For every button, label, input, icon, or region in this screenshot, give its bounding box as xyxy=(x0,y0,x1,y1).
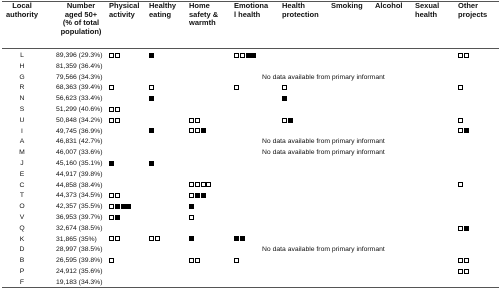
header-rule xyxy=(2,48,499,49)
table-row xyxy=(0,267,501,276)
header-line: aged 50+ xyxy=(64,9,98,19)
open-square-icon xyxy=(464,258,469,263)
table-row xyxy=(0,181,501,190)
header-line: projects xyxy=(458,9,488,19)
header-line: safety & xyxy=(189,9,219,19)
population-cell: 89,396 (29.3%) xyxy=(56,52,103,59)
population-cell: 44,917 (39.8%) xyxy=(56,170,103,178)
filled-square-icon xyxy=(201,193,206,198)
filled-square-icon xyxy=(240,236,245,241)
authority-cell: D xyxy=(19,246,25,254)
open-square-icon xyxy=(464,53,469,58)
squares-healthy xyxy=(149,127,155,136)
no-data-note: No data available from primary informant xyxy=(262,149,385,157)
open-square-icon xyxy=(109,204,114,209)
open-square-icon xyxy=(149,236,154,241)
filled-square-icon xyxy=(201,128,206,133)
authority-cell: S xyxy=(19,106,25,113)
open-square-icon xyxy=(458,53,463,58)
authority-cell: O xyxy=(19,203,25,211)
squares-healthy xyxy=(149,94,155,103)
authority-cell: G xyxy=(19,73,25,81)
squares-other xyxy=(458,256,470,265)
table-row xyxy=(0,224,501,233)
header-home xyxy=(189,2,225,28)
squares-physical xyxy=(109,51,121,60)
header-line: activity xyxy=(109,9,135,19)
authority-cell: Q xyxy=(19,224,25,232)
table-row xyxy=(0,51,501,60)
open-square-icon xyxy=(201,182,206,187)
table-row xyxy=(0,83,501,92)
open-square-icon xyxy=(195,258,200,263)
header-line: Other xyxy=(458,1,479,10)
filled-square-icon xyxy=(234,236,239,241)
authority-cell: F xyxy=(19,278,25,286)
population-cell: 81,359 (36.4%) xyxy=(56,62,103,70)
header-line: warmth xyxy=(189,18,216,27)
table-row xyxy=(0,278,501,287)
open-square-icon xyxy=(458,258,463,263)
header-line: population) xyxy=(60,26,102,36)
open-square-icon xyxy=(234,258,239,263)
squares-physical xyxy=(109,213,121,222)
table-row xyxy=(0,202,501,211)
filled-square-icon xyxy=(149,161,154,166)
filled-square-icon xyxy=(121,204,126,209)
squares-other xyxy=(458,127,470,136)
authority-cell: I xyxy=(21,127,23,135)
table-row xyxy=(0,137,501,146)
authority-cell: A xyxy=(19,138,25,146)
squares-home xyxy=(189,202,195,211)
open-square-icon xyxy=(109,118,114,123)
population-cell: 42,357 (35.5%) xyxy=(56,203,103,211)
table-row xyxy=(0,235,501,244)
squares-other xyxy=(458,83,464,92)
open-square-icon xyxy=(240,53,245,58)
population-cell: 68,363 (39.4%) xyxy=(56,84,103,92)
header-line: Smoking xyxy=(331,1,363,10)
squares-emotional xyxy=(234,235,246,244)
population-cell: 51,299 (40.6%) xyxy=(56,106,103,113)
squares-healthy xyxy=(149,51,155,60)
squares-health-protection xyxy=(282,83,288,92)
header-line: Local xyxy=(12,1,32,10)
open-square-icon xyxy=(115,236,120,241)
table-row xyxy=(0,159,501,168)
filled-square-icon xyxy=(464,226,469,231)
squares-home xyxy=(189,191,206,200)
table-row xyxy=(0,116,501,125)
header-line: protection xyxy=(282,9,319,19)
header-emotional xyxy=(234,2,268,19)
header-smoking xyxy=(331,2,367,11)
open-square-icon xyxy=(109,258,114,263)
squares-home xyxy=(189,235,195,244)
squares-other xyxy=(458,224,470,233)
no-data-note: No data available from primary informant xyxy=(262,138,385,146)
squares-physical xyxy=(109,105,121,114)
open-square-icon xyxy=(189,193,194,198)
table-row xyxy=(0,73,501,82)
open-square-icon xyxy=(458,182,463,187)
squares-emotional xyxy=(234,83,240,92)
squares-healthy xyxy=(149,83,155,92)
open-square-icon xyxy=(195,128,200,133)
squares-physical xyxy=(109,191,121,200)
header-line: Home xyxy=(189,1,210,10)
open-square-icon xyxy=(458,118,463,123)
header-line: Physical xyxy=(109,1,140,10)
filled-square-icon xyxy=(109,161,114,166)
population-cell: 36,953 (39.7%) xyxy=(56,214,103,221)
open-square-icon xyxy=(458,128,463,133)
filled-square-icon xyxy=(149,53,154,58)
authority-cell: H xyxy=(19,62,25,70)
open-square-icon xyxy=(282,118,287,123)
population-cell: 56,623 (33.4%) xyxy=(56,95,103,103)
squares-physical xyxy=(109,159,115,168)
squares-other xyxy=(458,267,470,276)
filled-square-icon xyxy=(464,128,469,133)
authority-cell: N xyxy=(19,95,25,103)
header-line: Emotiona xyxy=(234,1,269,10)
header-line: health xyxy=(415,9,438,19)
open-square-icon xyxy=(115,53,120,58)
open-square-icon xyxy=(458,85,463,90)
header-authority xyxy=(0,2,44,19)
squares-other xyxy=(458,51,470,60)
squares-home xyxy=(189,256,201,265)
authority-cell: K xyxy=(19,235,25,243)
authority-cell: M xyxy=(19,149,25,157)
population-cell: 26,595 (39.8%) xyxy=(56,257,103,265)
squares-physical xyxy=(109,256,115,265)
open-square-icon xyxy=(234,53,239,58)
table-row xyxy=(0,191,501,200)
population-cell: 24,912 (35.6%) xyxy=(56,268,103,275)
squares-healthy xyxy=(149,159,155,168)
open-square-icon xyxy=(189,182,194,187)
header-alcohol xyxy=(375,2,409,11)
population-cell: 44,373 (34.5%) xyxy=(56,192,103,200)
table-row xyxy=(0,127,501,136)
open-square-icon xyxy=(464,269,469,274)
open-square-icon xyxy=(282,85,287,90)
open-square-icon xyxy=(458,226,463,231)
authority-cell: U xyxy=(19,116,25,124)
header-healthy xyxy=(149,2,181,19)
table-row xyxy=(0,148,501,157)
table-row xyxy=(0,245,501,254)
filled-square-icon xyxy=(246,53,251,58)
header-line: Number xyxy=(66,1,96,10)
population-cell: 19,183 (34.3%) xyxy=(56,278,103,286)
header-line: Healthy xyxy=(149,1,177,10)
header-number xyxy=(56,2,106,36)
header-line: l health xyxy=(234,9,261,19)
population-cell: 50,848 (34.2%) xyxy=(56,116,103,124)
header-line: authority xyxy=(5,9,39,19)
table-row xyxy=(0,94,501,103)
squares-healthy xyxy=(149,235,161,244)
table-bottom-rule xyxy=(2,287,499,288)
open-square-icon xyxy=(155,236,160,241)
open-square-icon xyxy=(109,85,114,90)
squares-physical xyxy=(109,116,121,125)
population-cell: 46,007 (33.6%) xyxy=(56,149,103,157)
open-square-icon xyxy=(234,85,239,90)
header-line: eating xyxy=(149,9,172,19)
squares-other xyxy=(458,116,464,125)
header-physical xyxy=(109,2,143,19)
authority-cell: E xyxy=(19,170,25,178)
squares-health-protection xyxy=(282,116,294,125)
open-square-icon xyxy=(115,118,120,123)
population-cell: 79,566 (34.3%) xyxy=(56,73,103,81)
open-square-icon xyxy=(189,128,194,133)
header-sexual xyxy=(415,2,449,19)
squares-emotional xyxy=(234,256,240,265)
open-square-icon xyxy=(115,107,120,112)
open-square-icon xyxy=(115,193,120,198)
open-square-icon xyxy=(109,193,114,198)
open-square-icon xyxy=(109,107,114,112)
open-square-icon xyxy=(189,215,194,220)
open-square-icon xyxy=(195,118,200,123)
open-square-icon xyxy=(109,215,114,220)
squares-other xyxy=(458,181,464,190)
filled-square-icon xyxy=(189,204,194,209)
header-health-protection xyxy=(282,2,328,19)
filled-square-icon xyxy=(282,96,287,101)
open-square-icon xyxy=(195,182,200,187)
filled-square-icon xyxy=(189,236,194,241)
filled-square-icon xyxy=(115,204,120,209)
population-cell: 49,745 (36.9%) xyxy=(56,127,103,135)
no-data-note: No data available from primary informant xyxy=(262,246,385,254)
filled-square-icon xyxy=(251,53,256,58)
header-line: Alcohol xyxy=(375,1,403,10)
squares-physical xyxy=(109,83,115,92)
open-square-icon xyxy=(109,236,114,241)
table-row xyxy=(0,62,501,71)
population-cell: 31,865 (35%) xyxy=(56,235,97,243)
authority-cell: V xyxy=(19,214,25,221)
squares-health-protection xyxy=(282,94,288,103)
open-square-icon xyxy=(189,258,194,263)
squares-emotional xyxy=(234,51,257,60)
population-cell: 44,858 (38.4%) xyxy=(56,181,103,189)
filled-square-icon xyxy=(195,193,200,198)
header-line: Sexual xyxy=(415,1,440,10)
population-cell: 28,997 (38.5%) xyxy=(56,246,103,254)
squares-home xyxy=(189,181,212,190)
filled-square-icon xyxy=(149,128,154,133)
table-row xyxy=(0,213,501,222)
filled-square-icon xyxy=(149,96,154,101)
filled-square-icon xyxy=(115,215,120,220)
filled-square-icon xyxy=(288,118,293,123)
table-row xyxy=(0,256,501,265)
authority-cell: C xyxy=(19,181,25,189)
squares-physical xyxy=(109,202,132,211)
authority-cell: P xyxy=(19,268,25,275)
authority-cell: T xyxy=(19,192,25,200)
authority-cell: R xyxy=(19,84,25,92)
header-other xyxy=(458,2,492,19)
table-row xyxy=(0,105,501,114)
population-cell: 45,160 (35.1%) xyxy=(56,160,103,167)
authority-cell: J xyxy=(20,160,24,167)
open-square-icon xyxy=(206,182,211,187)
open-square-icon xyxy=(149,85,154,90)
squares-home xyxy=(189,213,195,222)
header-line: (% of total xyxy=(62,18,100,27)
population-cell: 46,831 (42.7%) xyxy=(56,138,103,146)
authority-cell: B xyxy=(19,257,25,265)
no-data-note: No data available from primary informant xyxy=(262,73,385,81)
table-row xyxy=(0,170,501,179)
squares-home xyxy=(189,116,201,125)
authority-cell: L xyxy=(20,52,24,59)
squares-physical xyxy=(109,235,121,244)
header-line: Health xyxy=(282,1,305,10)
squares-home xyxy=(189,127,206,136)
open-square-icon xyxy=(458,269,463,274)
open-square-icon xyxy=(109,53,114,58)
filled-square-icon xyxy=(126,204,131,209)
population-cell: 32,674 (38.5%) xyxy=(56,224,103,232)
open-square-icon xyxy=(189,118,194,123)
